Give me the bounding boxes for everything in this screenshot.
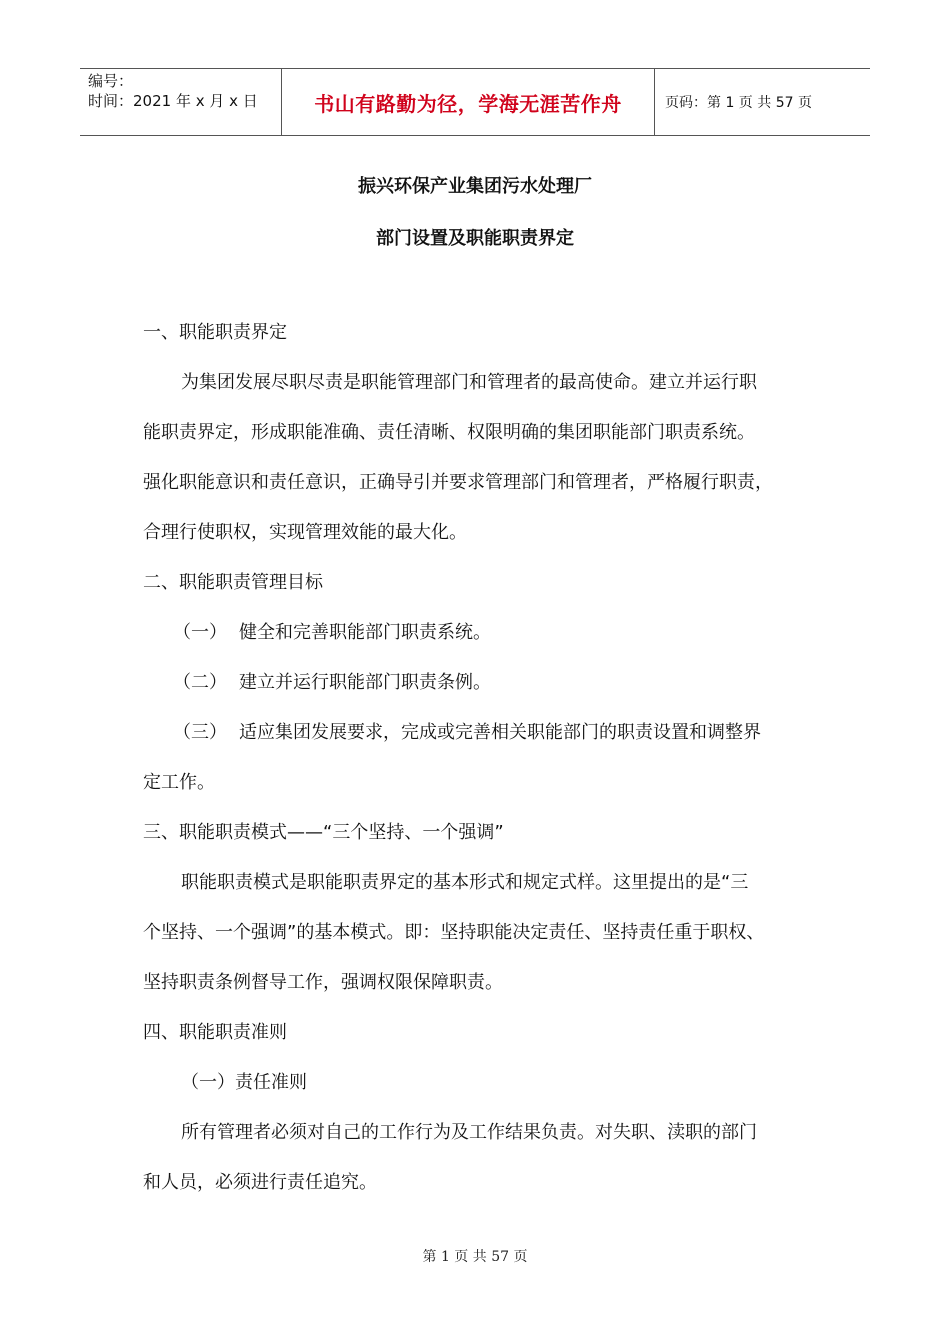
section-heading: 一、职能职责界定 — [143, 322, 287, 343]
list-item-number: （三） — [173, 722, 227, 743]
footer-page-number: 第 1 页 共 57 页 — [422, 1249, 528, 1265]
page-footer — [0, 1246, 950, 1266]
section-heading: 三、职能职责模式——“三个坚持、一个强调” — [143, 822, 504, 843]
document-number-label: 编号： — [88, 72, 134, 90]
list-item-number: （二） — [173, 672, 227, 693]
document-subtitle: 部门设置及职能职责界定 — [376, 228, 574, 249]
list-item-text: 建立并运行职能部门职责条例。 — [239, 672, 491, 693]
paragraph-line: 能职责界定，形成职能准确、责任清晰、权限明确的集团职能部门职责系统。 — [143, 422, 755, 443]
header-page-number: 页码：第 1 页 共 57 页 — [665, 95, 812, 111]
header-meta — [80, 69, 282, 135]
list-item-number: （一） — [173, 622, 227, 643]
section-heading: 二、职能职责管理目标 — [143, 572, 323, 593]
header-page-info — [655, 69, 870, 135]
paragraph-line: 所有管理者必须对自己的工作行为及工作结果负责。对失职、渎职的部门 — [181, 1122, 757, 1143]
list-item-text: 健全和完善职能部门职责系统。 — [239, 622, 491, 643]
paragraph-line: 为集团发展尽职尽责是职能管理部门和管理者的最高使命。建立并运行职 — [181, 372, 757, 393]
document-body — [143, 318, 823, 1218]
paragraph-line: 和人员，必须进行责任追究。 — [143, 1172, 377, 1193]
paragraph-line: 职能职责模式是职能职责界定的基本形式和规定式样。这里提出的是“三 — [181, 872, 749, 893]
document-date-label: 时间：2021 年 x 月 x 日 — [88, 92, 258, 110]
list-item — [143, 618, 823, 668]
page-header — [80, 68, 870, 136]
list-item-text: 适应集团发展要求，完成或完善相关职能部门的职责设置和调整界 — [239, 722, 761, 743]
paragraph-line: 强化职能意识和责任意识，正确导引并要求管理部门和管理者，严格履行职责， — [143, 472, 773, 493]
paragraph-line: 合理行使职权，实现管理效能的最大化。 — [143, 522, 467, 543]
list-item — [143, 668, 823, 718]
subsection-heading: （一）责任准则 — [181, 1072, 307, 1093]
list-item — [143, 718, 823, 768]
paragraph-line: 坚持职责条例督导工作，强调权限保障职责。 — [143, 972, 503, 993]
document-title: 振兴环保产业集团污水处理厂 — [358, 176, 592, 197]
paragraph-line: 个坚持、一个强调”的基本模式。即：坚持职能决定责任、坚持责任重于职权、 — [143, 922, 765, 943]
header-motto: 书山有路勤为径，学海无涯苦作舟 — [314, 91, 622, 116]
paragraph-line: 定工作。 — [143, 772, 215, 793]
header-motto-cell — [282, 69, 655, 135]
section-heading: 四、职能职责准则 — [143, 1022, 287, 1043]
